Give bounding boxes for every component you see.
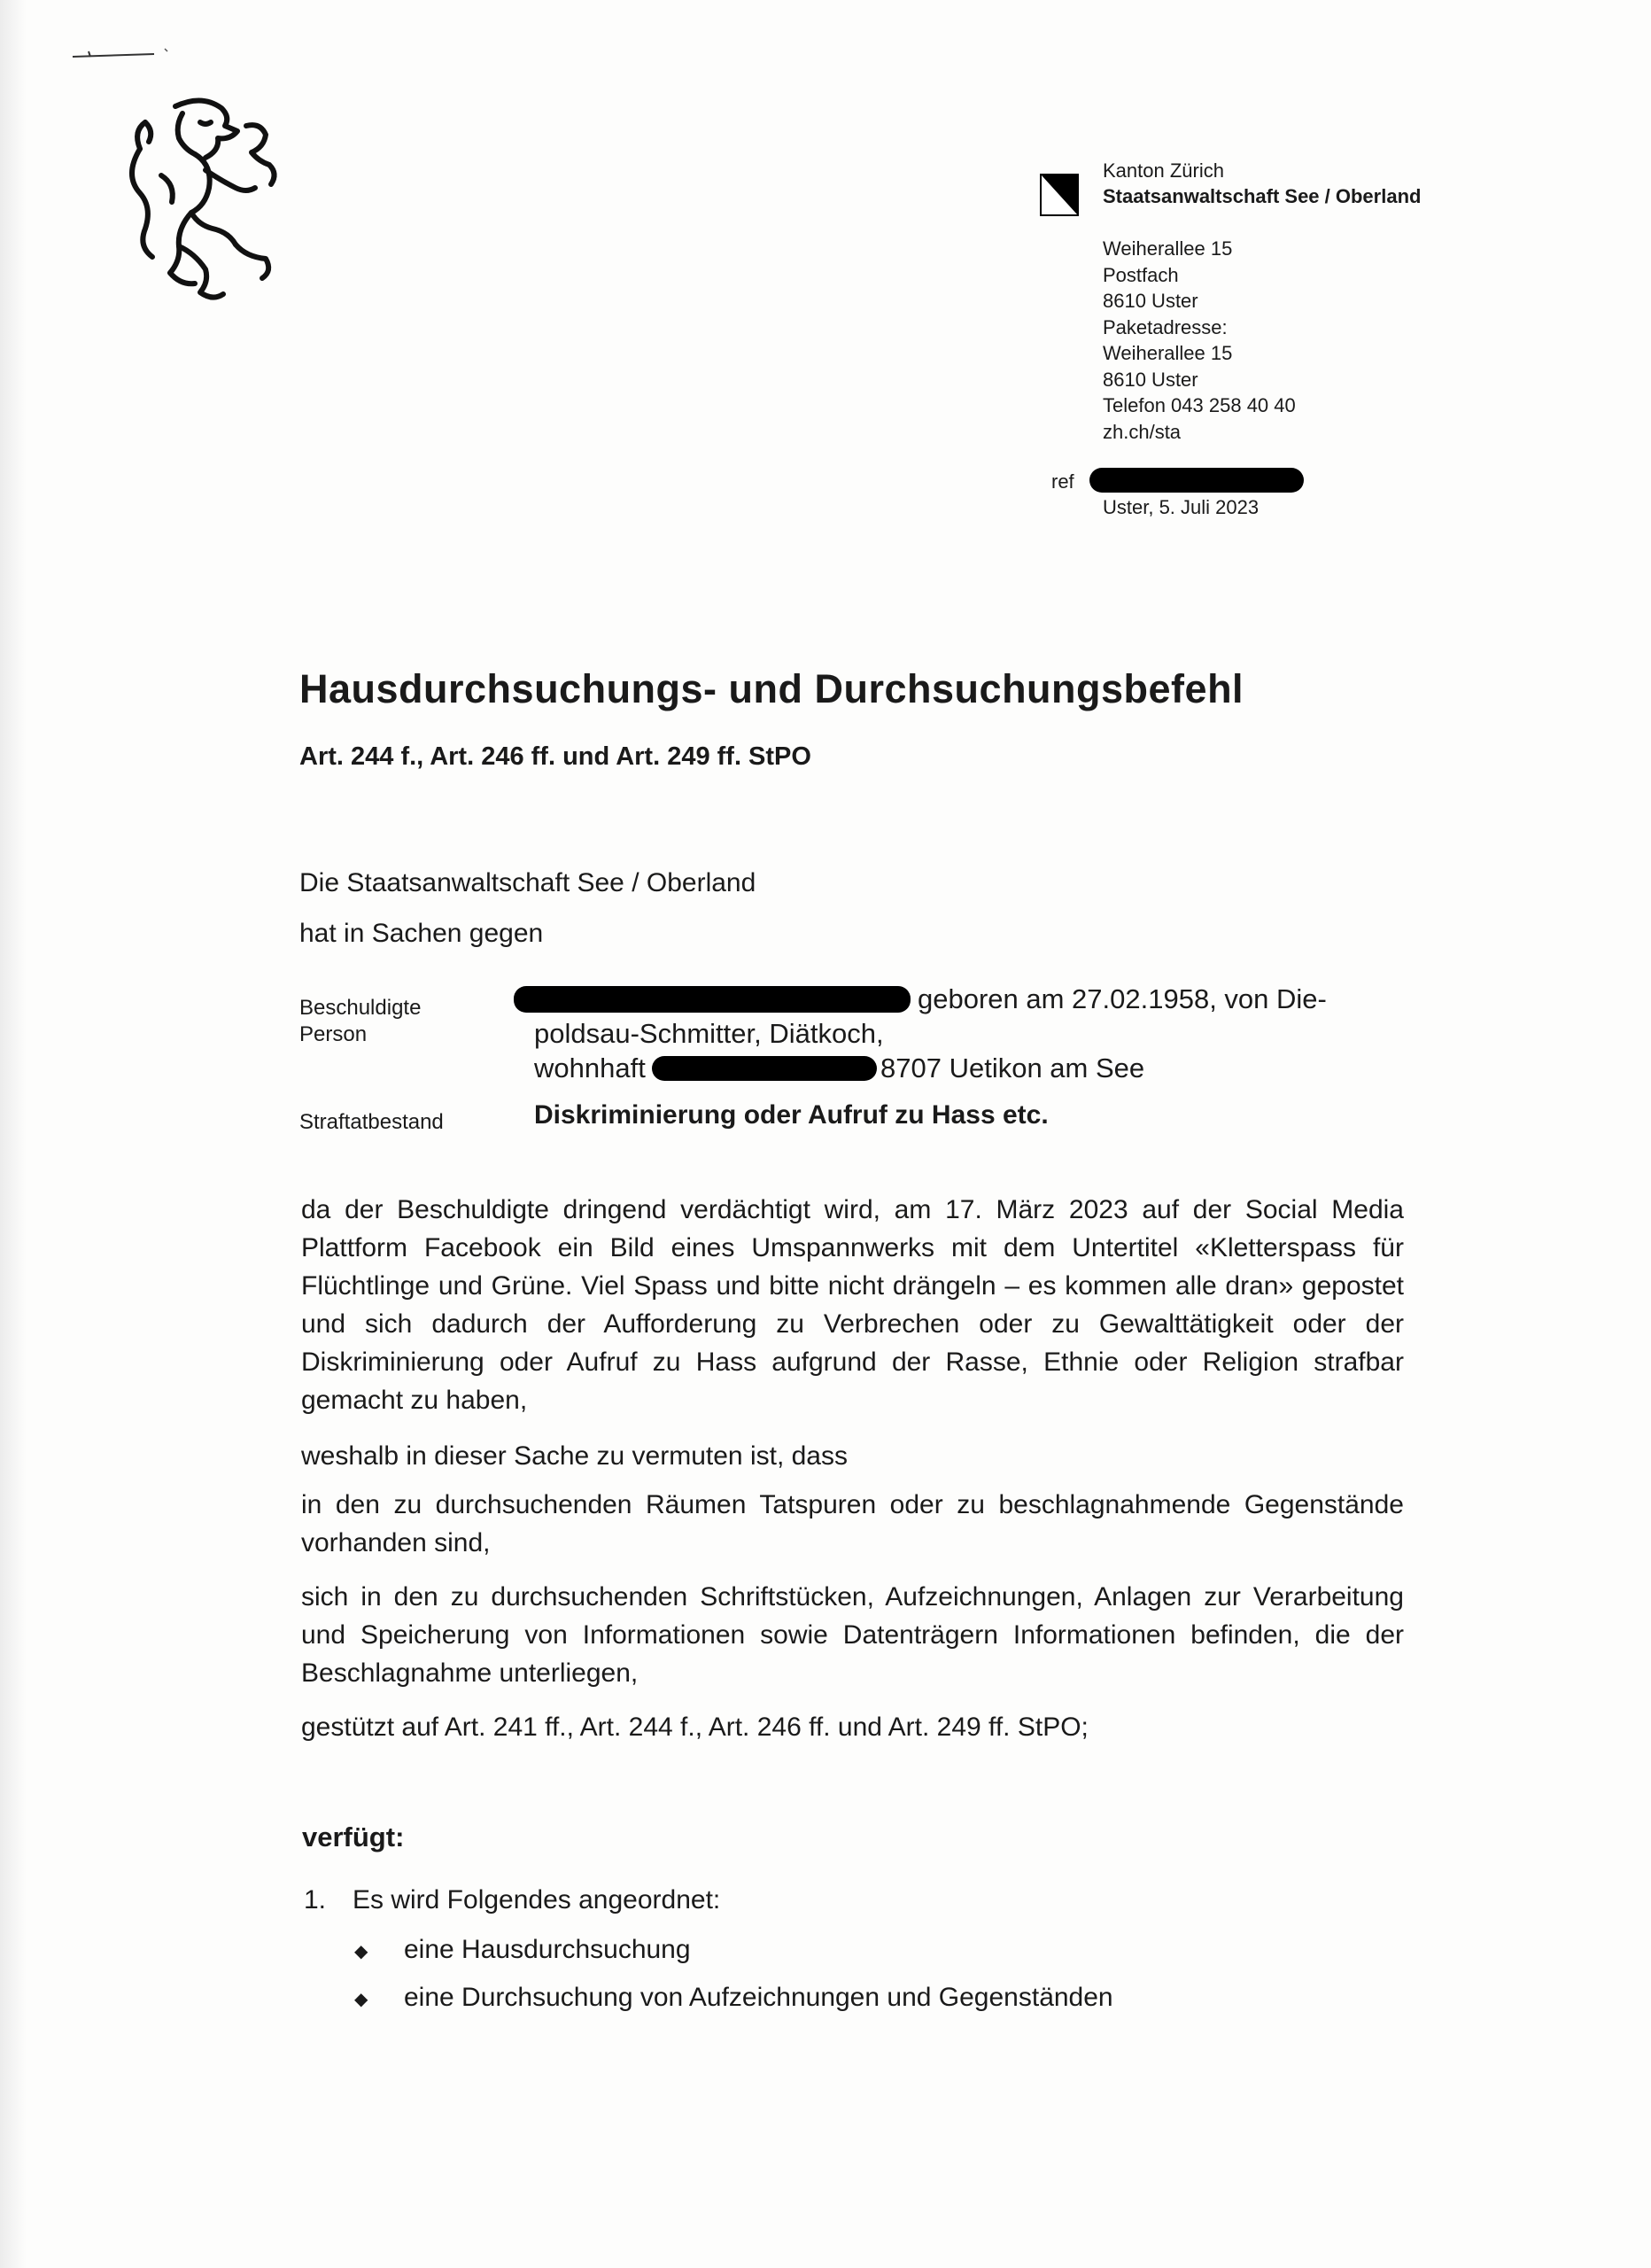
intro-line: hat in Sachen gegen [299,919,544,948]
address-line: zh.ch/sta [1103,420,1182,443]
order-item [304,1885,720,1915]
records-paragraph: sich in den zu durchsuchenden Schriftstücken, Aufzeichnungen, Anlagen zur Verarbeitung und Speicherung von Informationen sowie Datenträgern Informationen befinden, die der Beschlagnahme unterliegen, [301,1582,1404,1688]
office-address [1103,236,1296,445]
zurich-lion-logo [113,96,291,317]
address-line: Weiherallee 15 [1103,237,1233,260]
redaction-bar-address [652,1056,877,1081]
list-item-text: eine Hausdurchsuchung [404,1935,691,1964]
office-logo-mark [1038,172,1081,218]
list-item [354,1983,1113,2013]
offense-label: Straftatbestand [299,1110,444,1134]
order-number: 1. [304,1885,327,1915]
intro-text [299,858,756,959]
accused-origin-occupation: poldsau-Schmitter, Diätkoch, [534,1018,884,1049]
decision-heading: verfügt: [302,1821,405,1852]
accused-birth-origin: geboren am 27.02.1958, von Die- [918,983,1327,1014]
presumption-paragraph: weshalb in dieser Sache zu vermuten ist, dass [301,1441,848,1471]
diamond-bullet-icon: ◆ [354,1989,368,2009]
list-item [354,1935,691,1965]
address-line: Telefon 043 258 40 40 [1103,394,1296,416]
issuer-header [1103,158,1421,209]
accused-label [299,995,421,1048]
address-line: 8610 Uster [1103,290,1198,312]
order-text: Es wird Folgendes angeordnet: [353,1885,721,1915]
list-item-text: eine Durchsuchung von Aufzeichnungen und Gegenständen [404,1983,1113,2012]
address-line: Postfach [1103,263,1179,286]
accused-residence-place: 8707 Uetikon am See [880,1052,1145,1084]
legal-basis-paragraph: gestützt auf Art. 241 ff., Art. 244 f., Art. 246 ff. und Art. 249 ff. StPO; [301,1713,1089,1742]
diamond-bullet-icon: ◆ [354,1941,368,1961]
address-line: 8610 Uster [1103,368,1198,391]
redaction-bar-ref [1089,468,1304,493]
accused-label-line: Person [299,1022,368,1046]
address-line: Paketadresse: [1103,315,1228,338]
reference-label: ref [1051,470,1074,493]
rooms-paragraph: in den zu durchsuchenden Räumen Tatspuren oder zu beschlagnahmende Gegenstände vorhanden sind, [301,1490,1404,1557]
scan-edge-shadow [0,0,27,2268]
office-name: Staatsanwaltschaft See / Oberland [1103,185,1422,207]
document-date: Uster, 5. Juli 2023 [1103,496,1260,518]
document-title: Hausdurchsuchungs- und Durchsuchungsbefehl [299,666,1244,711]
canton-name: Kanton Zürich [1103,159,1224,182]
offense-value: Diskriminierung oder Aufruf zu Hass etc. [534,1100,1049,1130]
accused-label-line: Beschuldigte [299,996,422,1020]
address-line: Weiherallee 15 [1103,342,1233,364]
legal-articles: Art. 244 f., Art. 246 ff. und Art. 249 ff. StPO [299,742,811,771]
pen-scribble-mark [69,46,175,64]
accused-residence-label: wohnhaft [534,1052,646,1084]
suspicion-paragraph: da der Beschuldigte dringend verdächtigt wird, am 17. März 2023 auf der Social Media Plattform Facebook ein Bild eines Umspannwerks mit dem Untertitel «Kletterspass für Flüchtlinge und Grüne. Viel Spass und bitte nicht drängeln – es kommen alle dran» gepostet und sich dadurch der Aufforderung zu Verbrechen oder zu Gewalttätigkeit oder der Diskriminierung oder Aufruf zu Hass aufgrund der Rasse, Ethnie oder Religion strafbar gemacht zu haben, [301,1195,1404,1415]
intro-line: Die Staatsanwaltschaft See / Oberland [299,868,756,897]
redaction-bar-name [514,986,911,1013]
